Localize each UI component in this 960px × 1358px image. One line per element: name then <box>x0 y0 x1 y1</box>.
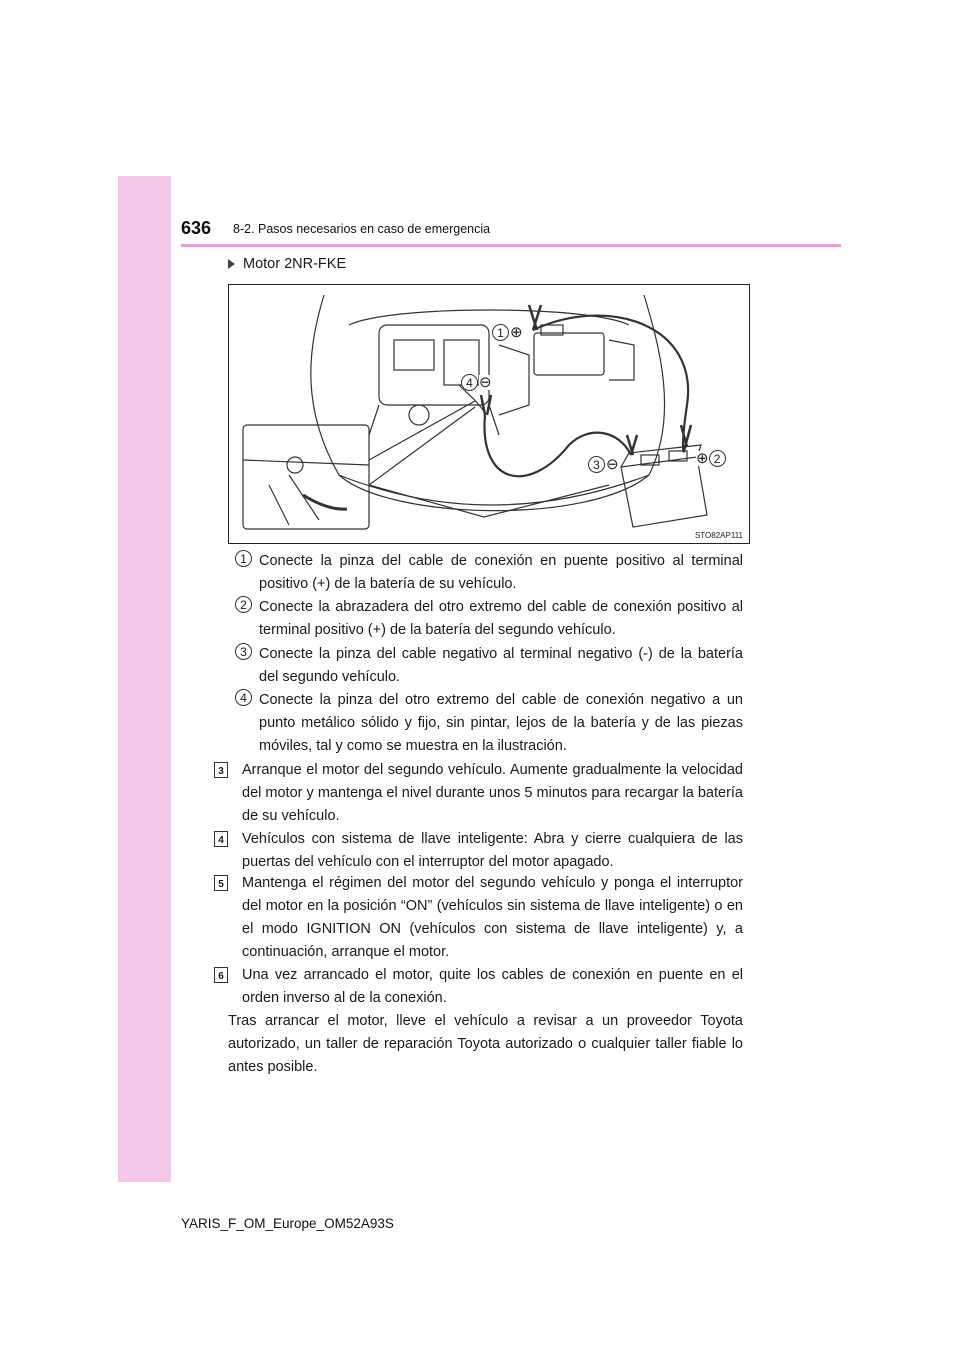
minus-terminal-icon: ⊖ <box>606 456 619 473</box>
substep-text: Conecte la abrazadera del otro extremo del cable de conexión positivo al terminal positivo (+) de la batería del segundo vehículo. <box>259 599 743 638</box>
step-item <box>214 759 743 828</box>
header-rule <box>181 244 841 247</box>
engine-bay-drawing <box>229 285 750 544</box>
step-item <box>214 964 743 1010</box>
substep-text: Conecte la pinza del cable negativo al terminal negativo (-) de la batería del segundo vehículo. <box>259 646 743 685</box>
step-text: Una vez arrancado el motor, quite los cables de conexión en puente en el orden inverso al de la conexión. <box>242 967 743 1006</box>
callout-number: 1 <box>492 324 509 341</box>
substep-item <box>235 689 743 758</box>
step-text: Mantenga el régimen del motor del segundo vehículo y ponga el interruptor del motor en la posición “ON” (vehículos sin sistema de llave inteligente) o en el modo IGNITION ON (vehículos con sistema de llave inteligente) y, a continuación, arranque el motor. <box>242 875 743 960</box>
subheading <box>228 256 346 272</box>
substep-item <box>235 643 743 689</box>
substep-item <box>235 596 743 642</box>
substep-number: 1 <box>235 550 252 567</box>
closing-paragraph: Tras arrancar el motor, lleve el vehículo a revisar a un proveedor Toyota autorizado, un taller de reparación Toyota autorizado o cualquier taller fiable lo antes posible. <box>228 1013 743 1075</box>
step-text: Vehículos con sistema de llave inteligente: Abra y cierre cualquiera de las puertas del vehículo con el interruptor del motor apagado. <box>242 831 743 870</box>
callout-number: 2 <box>709 450 726 467</box>
step-number: 3 <box>214 762 228 778</box>
footer-doc-code: YARIS_F_OM_Europe_OM52A93S <box>181 1216 394 1231</box>
callout-1 <box>492 324 523 341</box>
step-item <box>214 872 743 964</box>
step-number: 4 <box>214 831 228 847</box>
step-number: 5 <box>214 875 228 891</box>
page-sidebar-band <box>118 176 171 1182</box>
triangle-bullet-icon <box>228 259 235 269</box>
callout-2 <box>695 450 726 467</box>
substep-number: 3 <box>235 643 252 660</box>
substep-number: 4 <box>235 689 252 706</box>
minus-terminal-icon: ⊖ <box>479 374 492 391</box>
step-item <box>214 828 743 874</box>
subheading-text: Motor 2NR-FKE <box>243 256 347 272</box>
plus-terminal-icon: ⊕ <box>696 450 709 467</box>
substep-text: Conecte la pinza del cable de conexión en puente positivo al terminal positivo (+) de la batería de su vehículo. <box>259 553 743 592</box>
step-number: 6 <box>214 967 228 983</box>
callout-number: 4 <box>461 374 478 391</box>
substep-number: 2 <box>235 596 252 613</box>
substep-text: Conecte la pinza del otro extremo del cable de conexión negativo a un punto metálico sólido y fijo, sin pintar, lejos de la batería y de las piezas móviles, tal y como se muestra en la ilustración. <box>259 692 743 754</box>
jump-start-illustration <box>228 284 750 544</box>
callout-4 <box>461 374 492 391</box>
callout-number: 3 <box>588 456 605 473</box>
section-title: 8-2. Pasos necesarios en caso de emergencia <box>233 222 491 236</box>
callout-3 <box>588 456 619 473</box>
substep-item <box>235 550 743 596</box>
step-text: Arranque el motor del segundo vehículo. Aumente gradualmente la velocidad del motor y mantenga el nivel durante unos 5 minutos para recargar la batería de su vehículo. <box>242 762 743 824</box>
page-number: 636 <box>181 218 212 238</box>
plus-terminal-icon: ⊕ <box>510 324 523 341</box>
figure-code: STO82AP111 <box>694 531 743 540</box>
